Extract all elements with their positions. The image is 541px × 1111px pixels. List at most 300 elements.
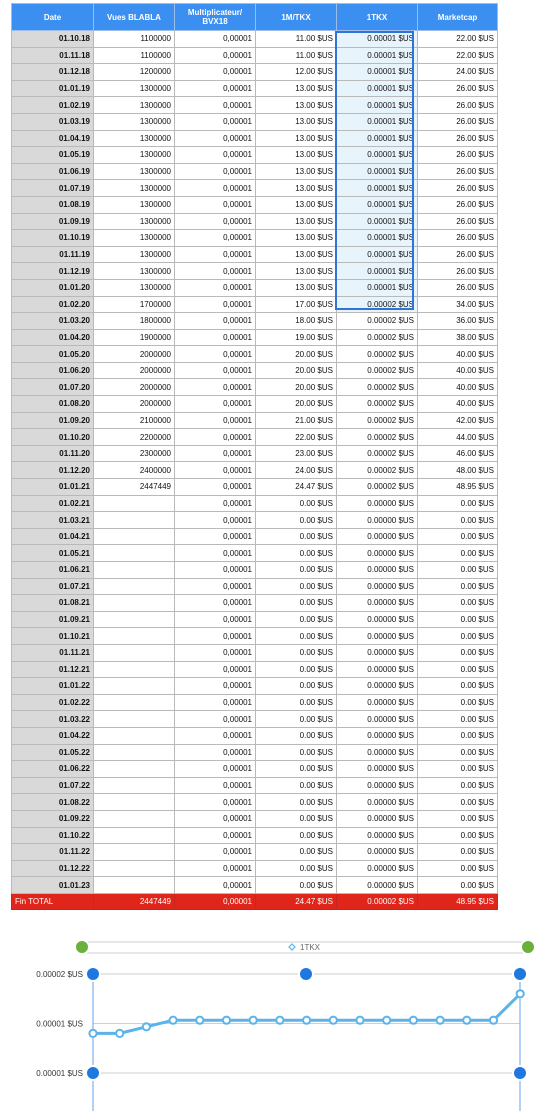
cell-vues[interactable] [94,611,175,628]
cell-1tkx[interactable]: 0.00000 $US [337,595,418,612]
cell-1tkx[interactable]: 0.00001 $US [337,246,418,263]
date-cell[interactable]: 01.04.21 [12,528,94,545]
cell-vues[interactable]: 1300000 [94,130,175,147]
cell-1m-tkx[interactable]: 13.00 $US [256,230,337,247]
cell-multiplicateur[interactable]: 0,00001 [175,362,256,379]
cell-1tkx[interactable]: 0.00002 $US [337,346,418,363]
date-cell[interactable]: 01.07.20 [12,379,94,396]
cell-marketcap[interactable]: 0.00 $US [418,694,498,711]
cell-1m-tkx[interactable]: 17.00 $US [256,296,337,313]
cell-vues[interactable]: 1900000 [94,329,175,346]
cell-1m-tkx[interactable]: 22.00 $US [256,429,337,446]
cell-marketcap[interactable]: 0.00 $US [418,761,498,778]
cell-1tkx[interactable]: 0.00001 $US [337,213,418,230]
cell-multiplicateur[interactable]: 0,00001 [175,661,256,678]
cell-1tkx[interactable]: 0.00002 $US [337,379,418,396]
cell-multiplicateur[interactable]: 0,00001 [175,462,256,479]
resize-handle[interactable] [513,967,527,981]
cell-1tkx[interactable]: 0.00000 $US [337,628,418,645]
cell-1tkx[interactable]: 0.00002 $US [337,893,418,910]
cell-1tkx[interactable]: 0.00001 $US [337,263,418,280]
cell-marketcap[interactable]: 0.00 $US [418,794,498,811]
cell-multiplicateur[interactable]: 0,00001 [175,230,256,247]
cell-multiplicateur[interactable]: 0,00001 [175,678,256,695]
cell-vues[interactable] [94,810,175,827]
cell-1m-tkx[interactable]: 24.00 $US [256,462,337,479]
cell-1m-tkx[interactable]: 0.00 $US [256,727,337,744]
cell-marketcap[interactable]: 26.00 $US [418,180,498,197]
date-cell[interactable]: 01.08.22 [12,794,94,811]
date-cell[interactable]: 01.01.20 [12,279,94,296]
cell-1m-tkx[interactable]: 20.00 $US [256,362,337,379]
date-cell[interactable]: 01.11.20 [12,445,94,462]
cell-multiplicateur[interactable]: 0,00001 [175,97,256,114]
cell-multiplicateur[interactable]: 0,00001 [175,761,256,778]
cell-vues[interactable]: 1300000 [94,246,175,263]
cell-1tkx[interactable]: 0.00001 $US [337,31,418,48]
cell-multiplicateur[interactable]: 0,00001 [175,528,256,545]
cell-1tkx[interactable]: 0.00000 $US [337,727,418,744]
date-cell[interactable]: 01.08.20 [12,396,94,413]
date-cell[interactable]: 01.12.19 [12,263,94,280]
cell-1m-tkx[interactable]: 0.00 $US [256,678,337,695]
cell-1m-tkx[interactable]: 0.00 $US [256,844,337,861]
cell-multiplicateur[interactable]: 0,00001 [175,827,256,844]
date-cell[interactable]: 01.06.19 [12,163,94,180]
cell-1m-tkx[interactable]: 0.00 $US [256,644,337,661]
date-cell[interactable]: 01.11.21 [12,644,94,661]
cell-marketcap[interactable]: 26.00 $US [418,130,498,147]
cell-1m-tkx[interactable]: 13.00 $US [256,130,337,147]
cell-1m-tkx[interactable]: 0.00 $US [256,877,337,894]
cell-multiplicateur[interactable]: 0,00001 [175,180,256,197]
cell-1m-tkx[interactable]: 0.00 $US [256,711,337,728]
cell-1m-tkx[interactable]: 13.00 $US [256,113,337,130]
cell-marketcap[interactable]: 26.00 $US [418,147,498,164]
cell-1m-tkx[interactable]: 20.00 $US [256,379,337,396]
cell-1m-tkx[interactable]: 13.00 $US [256,180,337,197]
header-multiplicateur[interactable]: Multiplicateur/ BVX18 [175,4,256,31]
cell-marketcap[interactable]: 0.00 $US [418,678,498,695]
cell-marketcap[interactable]: 36.00 $US [418,313,498,330]
cell-1tkx[interactable]: 0.00000 $US [337,794,418,811]
cell-multiplicateur[interactable]: 0,00001 [175,396,256,413]
cell-1tkx[interactable]: 0.00000 $US [337,810,418,827]
cell-vues[interactable] [94,744,175,761]
cell-marketcap[interactable]: 0.00 $US [418,877,498,894]
cell-multiplicateur[interactable]: 0,00001 [175,163,256,180]
cell-multiplicateur[interactable]: 0,00001 [175,64,256,81]
cell-multiplicateur[interactable]: 0,00001 [175,611,256,628]
date-cell[interactable]: 01.03.20 [12,313,94,330]
cell-1m-tkx[interactable]: 0.00 $US [256,595,337,612]
cell-multiplicateur[interactable]: 0,00001 [175,329,256,346]
date-cell[interactable]: 01.10.20 [12,429,94,446]
cell-multiplicateur[interactable]: 0,00001 [175,313,256,330]
cell-marketcap[interactable]: 26.00 $US [418,246,498,263]
cell-vues[interactable]: 1300000 [94,113,175,130]
cell-marketcap[interactable]: 0.00 $US [418,711,498,728]
cell-vues[interactable] [94,512,175,529]
cell-vues[interactable]: 1100000 [94,31,175,48]
cell-vues[interactable] [94,562,175,579]
header-marketcap[interactable]: Marketcap [418,4,498,31]
cell-1m-tkx[interactable]: 11.00 $US [256,31,337,48]
cell-1m-tkx[interactable]: 0.00 $US [256,628,337,645]
cell-1m-tkx[interactable]: 0.00 $US [256,528,337,545]
cell-1tkx[interactable]: 0.00001 $US [337,47,418,64]
cell-marketcap[interactable]: 0.00 $US [418,628,498,645]
cell-multiplicateur[interactable]: 0,00001 [175,429,256,446]
cell-vues[interactable] [94,844,175,861]
cell-vues[interactable]: 1300000 [94,213,175,230]
cell-1tkx[interactable]: 0.00000 $US [337,528,418,545]
cell-marketcap[interactable]: 26.00 $US [418,263,498,280]
cell-marketcap[interactable]: 0.00 $US [418,844,498,861]
cell-1m-tkx[interactable]: 20.00 $US [256,346,337,363]
cell-vues[interactable]: 1300000 [94,163,175,180]
date-cell[interactable]: 01.09.19 [12,213,94,230]
cell-vues[interactable]: 1800000 [94,313,175,330]
cell-vues[interactable]: 1700000 [94,296,175,313]
cell-1tkx[interactable]: 0.00000 $US [337,545,418,562]
cell-1m-tkx[interactable]: 0.00 $US [256,545,337,562]
cell-marketcap[interactable]: 44.00 $US [418,429,498,446]
cell-vues[interactable]: 1300000 [94,263,175,280]
cell-1m-tkx[interactable]: 11.00 $US [256,47,337,64]
cell-vues[interactable]: 2300000 [94,445,175,462]
cell-marketcap[interactable]: 22.00 $US [418,47,498,64]
date-cell[interactable]: 01.07.22 [12,777,94,794]
cell-marketcap[interactable]: 0.00 $US [418,528,498,545]
cell-marketcap[interactable]: 40.00 $US [418,346,498,363]
cell-marketcap[interactable]: 40.00 $US [418,379,498,396]
date-cell[interactable]: 01.02.19 [12,97,94,114]
cell-marketcap[interactable]: 0.00 $US [418,512,498,529]
cell-1tkx[interactable]: 0.00001 $US [337,279,418,296]
cell-1tkx[interactable]: 0.00001 $US [337,97,418,114]
cell-1tkx[interactable]: 0.00002 $US [337,313,418,330]
cell-vues[interactable] [94,794,175,811]
cell-vues[interactable]: 2100000 [94,412,175,429]
cell-multiplicateur[interactable]: 0,00001 [175,213,256,230]
cell-1m-tkx[interactable]: 0.00 $US [256,810,337,827]
cell-marketcap[interactable]: 0.00 $US [418,644,498,661]
cell-marketcap[interactable]: 26.00 $US [418,213,498,230]
date-cell[interactable]: 01.07.21 [12,578,94,595]
cell-1tkx[interactable]: 0.00002 $US [337,396,418,413]
cell-vues[interactable] [94,578,175,595]
cell-multiplicateur[interactable]: 0,00001 [175,578,256,595]
cell-multiplicateur[interactable]: 0,00001 [175,196,256,213]
cell-vues[interactable]: 1300000 [94,80,175,97]
chart-handles[interactable] [75,940,535,1080]
cell-1tkx[interactable]: 0.00002 $US [337,479,418,496]
cell-1tkx[interactable]: 0.00001 $US [337,147,418,164]
cell-vues[interactable]: 1300000 [94,180,175,197]
date-cell[interactable]: 01.01.19 [12,80,94,97]
header-vues[interactable]: Vues BLABLA [94,4,175,31]
date-cell[interactable]: 01.12.18 [12,64,94,81]
cell-1m-tkx[interactable]: 0.00 $US [256,860,337,877]
date-cell[interactable]: 01.04.22 [12,727,94,744]
cell-marketcap[interactable]: 0.00 $US [418,777,498,794]
cell-multiplicateur[interactable]: 0,00001 [175,47,256,64]
cell-multiplicateur[interactable]: 0,00001 [175,744,256,761]
cell-1m-tkx[interactable]: 0.00 $US [256,562,337,579]
cell-multiplicateur[interactable]: 0,00001 [175,694,256,711]
cell-1tkx[interactable]: 0.00000 $US [337,844,418,861]
cell-1m-tkx[interactable]: 13.00 $US [256,147,337,164]
resize-handle[interactable] [86,1066,100,1080]
date-cell[interactable]: 01.11.22 [12,844,94,861]
resize-handle-corner[interactable] [75,940,89,954]
date-cell[interactable]: 01.04.20 [12,329,94,346]
cell-1tkx[interactable]: 0.00000 $US [337,827,418,844]
cell-1m-tkx[interactable]: 13.00 $US [256,263,337,280]
date-cell[interactable]: 01.02.21 [12,495,94,512]
date-cell[interactable]: 01.08.21 [12,595,94,612]
cell-1tkx[interactable]: 0.00000 $US [337,611,418,628]
cell-multiplicateur[interactable]: 0,00001 [175,346,256,363]
date-cell[interactable]: 01.05.22 [12,744,94,761]
cell-1m-tkx[interactable]: 0.00 $US [256,794,337,811]
cell-1tkx[interactable]: 0.00001 $US [337,130,418,147]
cell-multiplicateur[interactable]: 0,00001 [175,628,256,645]
cell-1tkx[interactable]: 0.00001 $US [337,113,418,130]
date-cell[interactable]: 01.02.20 [12,296,94,313]
cell-multiplicateur[interactable]: 0,00001 [175,279,256,296]
cell-1m-tkx[interactable]: 13.00 $US [256,246,337,263]
cell-1m-tkx[interactable]: 13.00 $US [256,163,337,180]
cell-1m-tkx[interactable]: 0.00 $US [256,578,337,595]
date-cell[interactable]: Fin TOTAL [12,893,94,910]
cell-multiplicateur[interactable]: 0,00001 [175,246,256,263]
cell-marketcap[interactable]: 26.00 $US [418,196,498,213]
cell-1m-tkx[interactable]: 0.00 $US [256,661,337,678]
cell-vues[interactable] [94,628,175,645]
cell-vues[interactable]: 1100000 [94,47,175,64]
cell-marketcap[interactable]: 0.00 $US [418,827,498,844]
cell-1m-tkx[interactable]: 13.00 $US [256,80,337,97]
cell-1m-tkx[interactable]: 13.00 $US [256,213,337,230]
cell-marketcap[interactable]: 34.00 $US [418,296,498,313]
cell-multiplicateur[interactable]: 0,00001 [175,379,256,396]
cell-multiplicateur[interactable]: 0,00001 [175,445,256,462]
cell-vues[interactable] [94,528,175,545]
cell-multiplicateur[interactable]: 0,00001 [175,495,256,512]
cell-marketcap[interactable]: 48.95 $US [418,893,498,910]
cell-marketcap[interactable]: 46.00 $US [418,445,498,462]
cell-multiplicateur[interactable]: 0,00001 [175,877,256,894]
cell-1m-tkx[interactable]: 12.00 $US [256,64,337,81]
line-chart[interactable] [0,930,541,1111]
cell-1m-tkx[interactable]: 13.00 $US [256,279,337,296]
cell-vues[interactable] [94,545,175,562]
cell-multiplicateur[interactable]: 0,00001 [175,810,256,827]
cell-1tkx[interactable]: 0.00000 $US [337,512,418,529]
cell-1m-tkx[interactable]: 18.00 $US [256,313,337,330]
cell-1m-tkx[interactable]: 13.00 $US [256,196,337,213]
cell-vues[interactable] [94,827,175,844]
cell-vues[interactable]: 1300000 [94,279,175,296]
date-cell[interactable]: 01.04.19 [12,130,94,147]
cell-1tkx[interactable]: 0.00002 $US [337,412,418,429]
cell-vues[interactable] [94,495,175,512]
date-cell[interactable]: 01.12.20 [12,462,94,479]
cell-1tkx[interactable]: 0.00000 $US [337,678,418,695]
cell-vues[interactable] [94,711,175,728]
cell-marketcap[interactable]: 26.00 $US [418,230,498,247]
resize-handle-corner[interactable] [521,940,535,954]
cell-marketcap[interactable]: 0.00 $US [418,744,498,761]
cell-multiplicateur[interactable]: 0,00001 [175,545,256,562]
cell-vues[interactable] [94,877,175,894]
cell-1tkx[interactable]: 0.00000 $US [337,877,418,894]
cell-1m-tkx[interactable]: 24.47 $US [256,893,337,910]
date-cell[interactable]: 01.02.22 [12,694,94,711]
cell-1tkx[interactable]: 0.00001 $US [337,230,418,247]
cell-marketcap[interactable]: 26.00 $US [418,163,498,180]
cell-multiplicateur[interactable]: 0,00001 [175,130,256,147]
cell-vues[interactable]: 2000000 [94,379,175,396]
date-cell[interactable]: 01.09.20 [12,412,94,429]
cell-1tkx[interactable]: 0.00000 $US [337,860,418,877]
cell-marketcap[interactable]: 24.00 $US [418,64,498,81]
cell-multiplicateur[interactable]: 0,00001 [175,147,256,164]
cell-1tkx[interactable]: 0.00000 $US [337,562,418,579]
cell-multiplicateur[interactable]: 0,00001 [175,512,256,529]
cell-1tkx[interactable]: 0.00001 $US [337,64,418,81]
cell-marketcap[interactable]: 26.00 $US [418,97,498,114]
date-cell[interactable]: 01.12.22 [12,860,94,877]
date-cell[interactable]: 01.06.20 [12,362,94,379]
cell-marketcap[interactable]: 22.00 $US [418,31,498,48]
cell-1tkx[interactable]: 0.00000 $US [337,777,418,794]
cell-multiplicateur[interactable]: 0,00001 [175,595,256,612]
cell-marketcap[interactable]: 48.00 $US [418,462,498,479]
cell-marketcap[interactable]: 0.00 $US [418,595,498,612]
cell-1tkx[interactable]: 0.00002 $US [337,296,418,313]
cell-vues[interactable] [94,860,175,877]
date-cell[interactable]: 01.03.22 [12,711,94,728]
resize-handle[interactable] [299,967,313,981]
cell-1tkx[interactable]: 0.00001 $US [337,163,418,180]
cell-1tkx[interactable]: 0.00000 $US [337,694,418,711]
cell-1m-tkx[interactable]: 13.00 $US [256,97,337,114]
cell-multiplicateur[interactable]: 0,00001 [175,31,256,48]
date-cell[interactable]: 01.06.21 [12,562,94,579]
cell-1tkx[interactable]: 0.00000 $US [337,578,418,595]
cell-multiplicateur[interactable]: 0,00001 [175,644,256,661]
cell-1m-tkx[interactable]: 0.00 $US [256,694,337,711]
header-1tkx[interactable]: 1TKX [337,4,418,31]
cell-multiplicateur[interactable]: 0,00001 [175,727,256,744]
cell-vues[interactable] [94,761,175,778]
cell-1m-tkx[interactable]: 20.00 $US [256,396,337,413]
cell-vues[interactable]: 2447449 [94,479,175,496]
cell-multiplicateur[interactable]: 0,00001 [175,777,256,794]
cell-vues[interactable] [94,694,175,711]
cell-multiplicateur[interactable]: 0,00001 [175,711,256,728]
cell-marketcap[interactable]: 0.00 $US [418,562,498,579]
cell-multiplicateur[interactable]: 0,00001 [175,562,256,579]
cell-vues[interactable]: 2000000 [94,362,175,379]
cell-1tkx[interactable]: 0.00000 $US [337,661,418,678]
cell-marketcap[interactable]: 26.00 $US [418,113,498,130]
cell-1m-tkx[interactable]: 19.00 $US [256,329,337,346]
cell-1tkx[interactable]: 0.00001 $US [337,196,418,213]
cell-multiplicateur[interactable]: 0,00001 [175,412,256,429]
cell-1m-tkx[interactable]: 0.00 $US [256,495,337,512]
date-cell[interactable]: 01.10.21 [12,628,94,645]
cell-multiplicateur[interactable]: 0,00001 [175,844,256,861]
cell-multiplicateur[interactable]: 0,00001 [175,794,256,811]
cell-multiplicateur[interactable]: 0,00001 [175,893,256,910]
date-cell[interactable]: 01.01.22 [12,678,94,695]
cell-1m-tkx[interactable]: 21.00 $US [256,412,337,429]
date-cell[interactable]: 01.09.22 [12,810,94,827]
resize-handle[interactable] [86,967,100,981]
cell-1tkx[interactable]: 0.00002 $US [337,462,418,479]
cell-1tkx[interactable]: 0.00002 $US [337,362,418,379]
date-cell[interactable]: 01.07.19 [12,180,94,197]
cell-vues[interactable]: 2000000 [94,346,175,363]
date-cell[interactable]: 01.01.23 [12,877,94,894]
date-cell[interactable]: 01.05.21 [12,545,94,562]
cell-vues[interactable]: 1300000 [94,147,175,164]
cell-marketcap[interactable]: 26.00 $US [418,80,498,97]
cell-multiplicateur[interactable]: 0,00001 [175,479,256,496]
cell-multiplicateur[interactable]: 0,00001 [175,80,256,97]
cell-marketcap[interactable]: 0.00 $US [418,727,498,744]
cell-1m-tkx[interactable]: 0.00 $US [256,761,337,778]
date-cell[interactable]: 01.03.21 [12,512,94,529]
cell-vues[interactable] [94,595,175,612]
cell-vues[interactable]: 1300000 [94,230,175,247]
cell-1tkx[interactable]: 0.00000 $US [337,644,418,661]
cell-vues[interactable]: 2400000 [94,462,175,479]
cell-vues[interactable] [94,777,175,794]
date-cell[interactable]: 01.06.22 [12,761,94,778]
date-cell[interactable]: 01.09.21 [12,611,94,628]
date-cell[interactable]: 01.08.19 [12,196,94,213]
cell-vues[interactable] [94,727,175,744]
date-cell[interactable]: 01.12.21 [12,661,94,678]
cell-marketcap[interactable]: 0.00 $US [418,611,498,628]
cell-multiplicateur[interactable]: 0,00001 [175,296,256,313]
cell-1m-tkx[interactable]: 24.47 $US [256,479,337,496]
cell-vues[interactable] [94,644,175,661]
cell-marketcap[interactable]: 0.00 $US [418,860,498,877]
cell-marketcap[interactable]: 40.00 $US [418,362,498,379]
cell-1tkx[interactable]: 0.00001 $US [337,80,418,97]
header-date[interactable]: Date [12,4,94,31]
cell-marketcap[interactable]: 0.00 $US [418,661,498,678]
cell-vues[interactable]: 2447449 [94,893,175,910]
date-cell[interactable]: 01.10.18 [12,31,94,48]
cell-1tkx[interactable]: 0.00000 $US [337,495,418,512]
date-cell[interactable]: 01.10.19 [12,230,94,247]
cell-marketcap[interactable]: 26.00 $US [418,279,498,296]
cell-multiplicateur[interactable]: 0,00001 [175,263,256,280]
cell-marketcap[interactable]: 0.00 $US [418,545,498,562]
cell-vues[interactable]: 1300000 [94,196,175,213]
header-1m-tkx[interactable]: 1M/TKX [256,4,337,31]
cell-1tkx[interactable]: 0.00002 $US [337,445,418,462]
cell-vues[interactable]: 2000000 [94,396,175,413]
cell-multiplicateur[interactable]: 0,00001 [175,860,256,877]
